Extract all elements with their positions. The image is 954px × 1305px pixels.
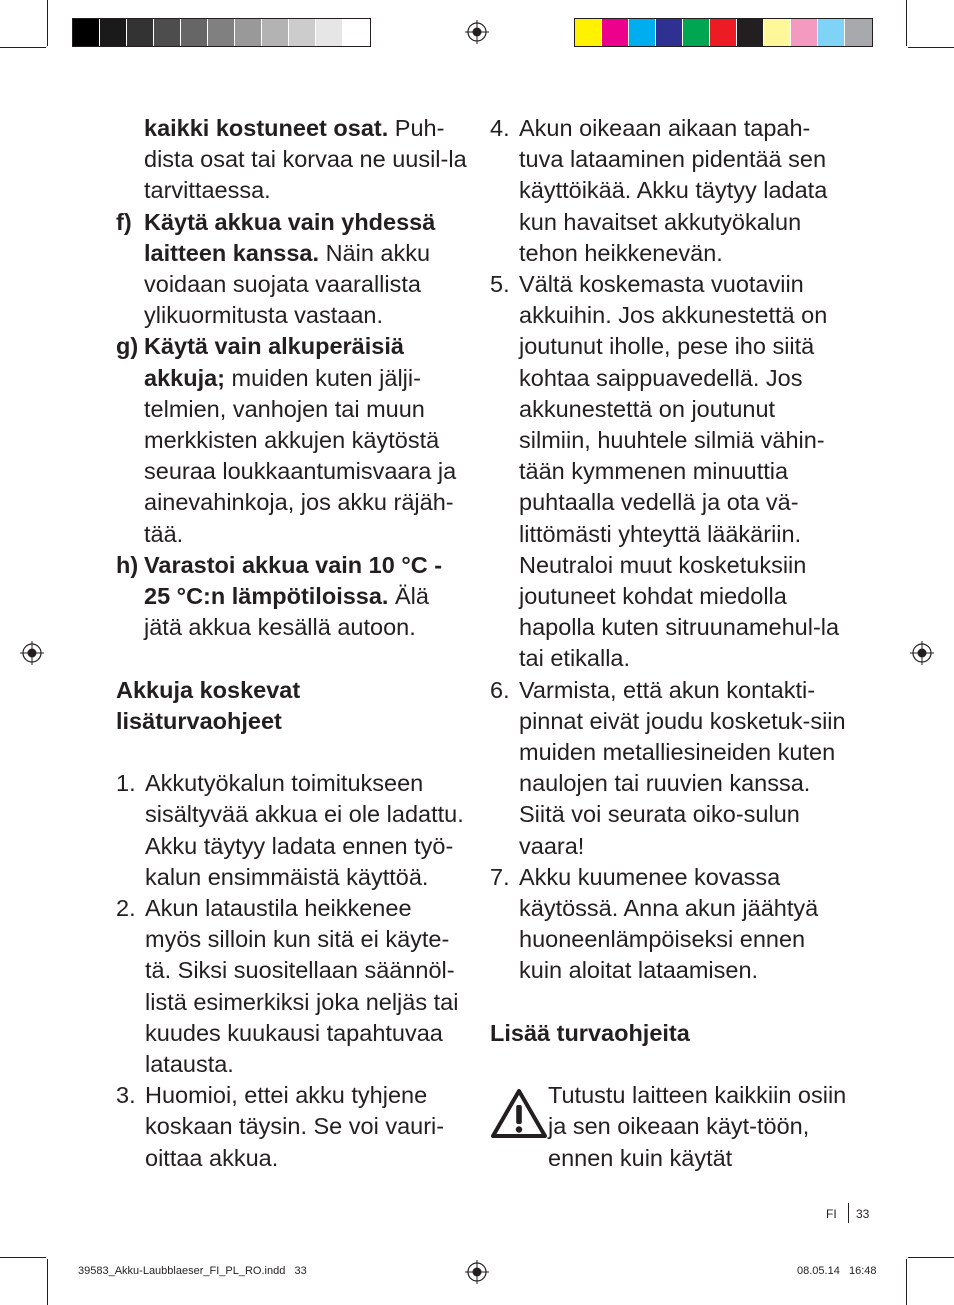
gray-swatch	[262, 19, 289, 46]
list-item-text: Varmista, että akun kontakti-pinnat eivät joudu kosketuk-siin muiden metalliesineiden kuten naulojen tai ruuvien kanssa. Siitä voi seurata oiko-sulun vaara!	[519, 676, 846, 859]
continued-paragraph	[116, 113, 468, 207]
color-swatch	[737, 19, 764, 46]
slug-filename: 39583_Akku-Laubblaeser_FI_PL_RO.indd 33	[78, 1265, 307, 1277]
gray-swatch	[154, 19, 181, 46]
crop-mark	[0, 47, 46, 48]
list-item-bold: Varastoi akkua vain 10 °C - 25 °C:n lämpötiloissa.	[144, 551, 443, 610]
color-swatch	[845, 19, 872, 46]
list-marker: 7.	[490, 863, 510, 890]
list-item-text: Älä jätä akkua kesällä autoon.	[144, 583, 429, 641]
color-swatch	[656, 19, 683, 46]
color-swatch	[791, 19, 818, 46]
section-heading: Lisää turvaohjeita	[490, 1019, 690, 1046]
crop-mark	[47, 0, 48, 46]
color-swatch	[710, 19, 737, 46]
continued-text: Puh-dista osat tai korvaa ne uusil-la tarvittaessa.	[144, 115, 467, 204]
list-marker: 5.	[490, 271, 510, 298]
page-number: 33	[856, 1207, 870, 1221]
grayscale-color-bar	[72, 18, 371, 47]
folio-divider	[848, 1203, 849, 1223]
crop-mark	[47, 1259, 48, 1305]
gray-swatch	[73, 19, 100, 46]
numbered-item-6	[490, 675, 850, 862]
gray-swatch	[289, 19, 316, 46]
registration-mark-icon	[910, 641, 934, 665]
color-swatch	[629, 19, 656, 46]
gray-swatch	[235, 19, 262, 46]
color-swatch	[602, 19, 629, 46]
list-marker: 4.	[490, 115, 510, 141]
crop-mark	[0, 1257, 46, 1258]
gray-swatch	[316, 19, 343, 46]
numbered-item-3	[116, 1080, 468, 1174]
color-swatch	[818, 19, 845, 46]
list-item-text: Akun lataustila heikkenee myös silloin kun sitä ei käyte-tä. Siksi suositellaan säännöl-listä esimerkiksi joka neljäs tai kuudes kuukausi tapahtuvaa latausta.	[145, 895, 459, 1078]
color-swatch	[764, 19, 791, 46]
right-column	[490, 113, 850, 1174]
list-marker: 2.	[116, 895, 136, 922]
list-item-text: muiden kuten jälji-telmien, vanhojen tai muun merkkisten akkujen käytöstä seuraa loukkaantumisvaara ja ainevahinkoja, jos akku räjäh-tää.	[144, 364, 457, 547]
color-swatch	[575, 19, 602, 46]
list-marker: 3.	[116, 1082, 136, 1109]
numbered-item-2	[116, 893, 468, 1080]
gray-swatch	[100, 19, 127, 46]
list-item-g	[116, 331, 468, 549]
list-item-text: Akun oikeaan aikaan tapah-tuva lataaminen pidentää sen käyttöikää. Akku täytyy ladata kun havaitset akkutyökalun tehon heikkenevän.	[519, 115, 828, 266]
warning-block	[490, 1080, 850, 1174]
slug-date: 08.05.14 16:48	[797, 1265, 877, 1277]
color-swatch	[683, 19, 710, 46]
list-item-bold: Käytä akkua vain yhdessä laitteen kanssa.	[144, 208, 436, 266]
list-item-text: Huomioi, ettei akku tyhjene koskaan täysin. Se voi vauri-oittaa akkua.	[145, 1082, 445, 1171]
list-item-text: Akkutyökalun toimitukseen sisältyvää akkua ei ole ladattu. Akku täytyy ladata ennen työ-kalun ensimmäistä käyttöä.	[145, 770, 464, 890]
crop-mark	[908, 47, 954, 48]
list-item-f	[116, 207, 468, 332]
warning-triangle-icon	[490, 1088, 548, 1140]
continued-bold-text: kaikki kostuneet osat.	[144, 115, 389, 141]
registration-mark-icon	[20, 641, 44, 665]
folio-language: FI	[826, 1207, 837, 1221]
warning-text: Tutustu laitteen kaikkiin osiin ja sen oikeaan käyt-töön, ennen kuin käytät	[548, 1082, 847, 1171]
numbered-item-4	[490, 113, 850, 269]
crop-mark	[906, 1259, 907, 1305]
list-item-text: Vältä koskemasta vuotaviin akkuihin. Jos akkunestettä on joutunut iholle, pese iho siitä kohtaa saippuavedellä. Jos akkunestettä on joutunut silmiin, huuhtele silmiä vähin-tään kymmenen minuuttia puhtaalla vedellä ja ota vä-littömästi yhteyttä lääkäriin. Neutraloi muut kosketuksiin joutuneet kohdat miedolla hapolla kuten sitruunamehul-la tai etikalla.	[519, 271, 840, 672]
left-column	[116, 113, 468, 1174]
list-item-text: Näin akku voidaan suojata vaarallista ylikuormitusta vastaan.	[144, 239, 431, 329]
section-heading: Akkuja koskevat lisäturvaohjeet	[116, 676, 301, 734]
gray-swatch	[127, 19, 154, 46]
gray-swatch	[181, 19, 208, 46]
list-item-h	[116, 550, 468, 644]
crop-mark	[906, 0, 907, 46]
list-marker: g)	[116, 333, 139, 360]
numbered-item-5	[490, 269, 850, 675]
list-item-text: Akku kuumenee kovassa käytössä. Anna akun jäähtyä huoneenlämpöiseksi ennen kuin aloitat lataamisen.	[519, 863, 819, 984]
numbered-item-7	[490, 862, 850, 987]
crop-mark	[908, 1257, 954, 1258]
list-marker: 1.	[116, 770, 136, 797]
gray-swatch	[343, 19, 370, 46]
list-marker: 6.	[490, 676, 510, 703]
registration-mark-icon	[465, 20, 489, 44]
gray-swatch	[208, 19, 235, 46]
list-marker: h)	[116, 551, 139, 578]
process-color-bar	[574, 18, 873, 47]
numbered-item-1	[116, 768, 468, 893]
list-marker: f)	[116, 208, 132, 235]
list-item-bold: Käytä vain alkuperäisiä akkuja;	[144, 333, 404, 391]
registration-mark-icon	[465, 1260, 489, 1284]
